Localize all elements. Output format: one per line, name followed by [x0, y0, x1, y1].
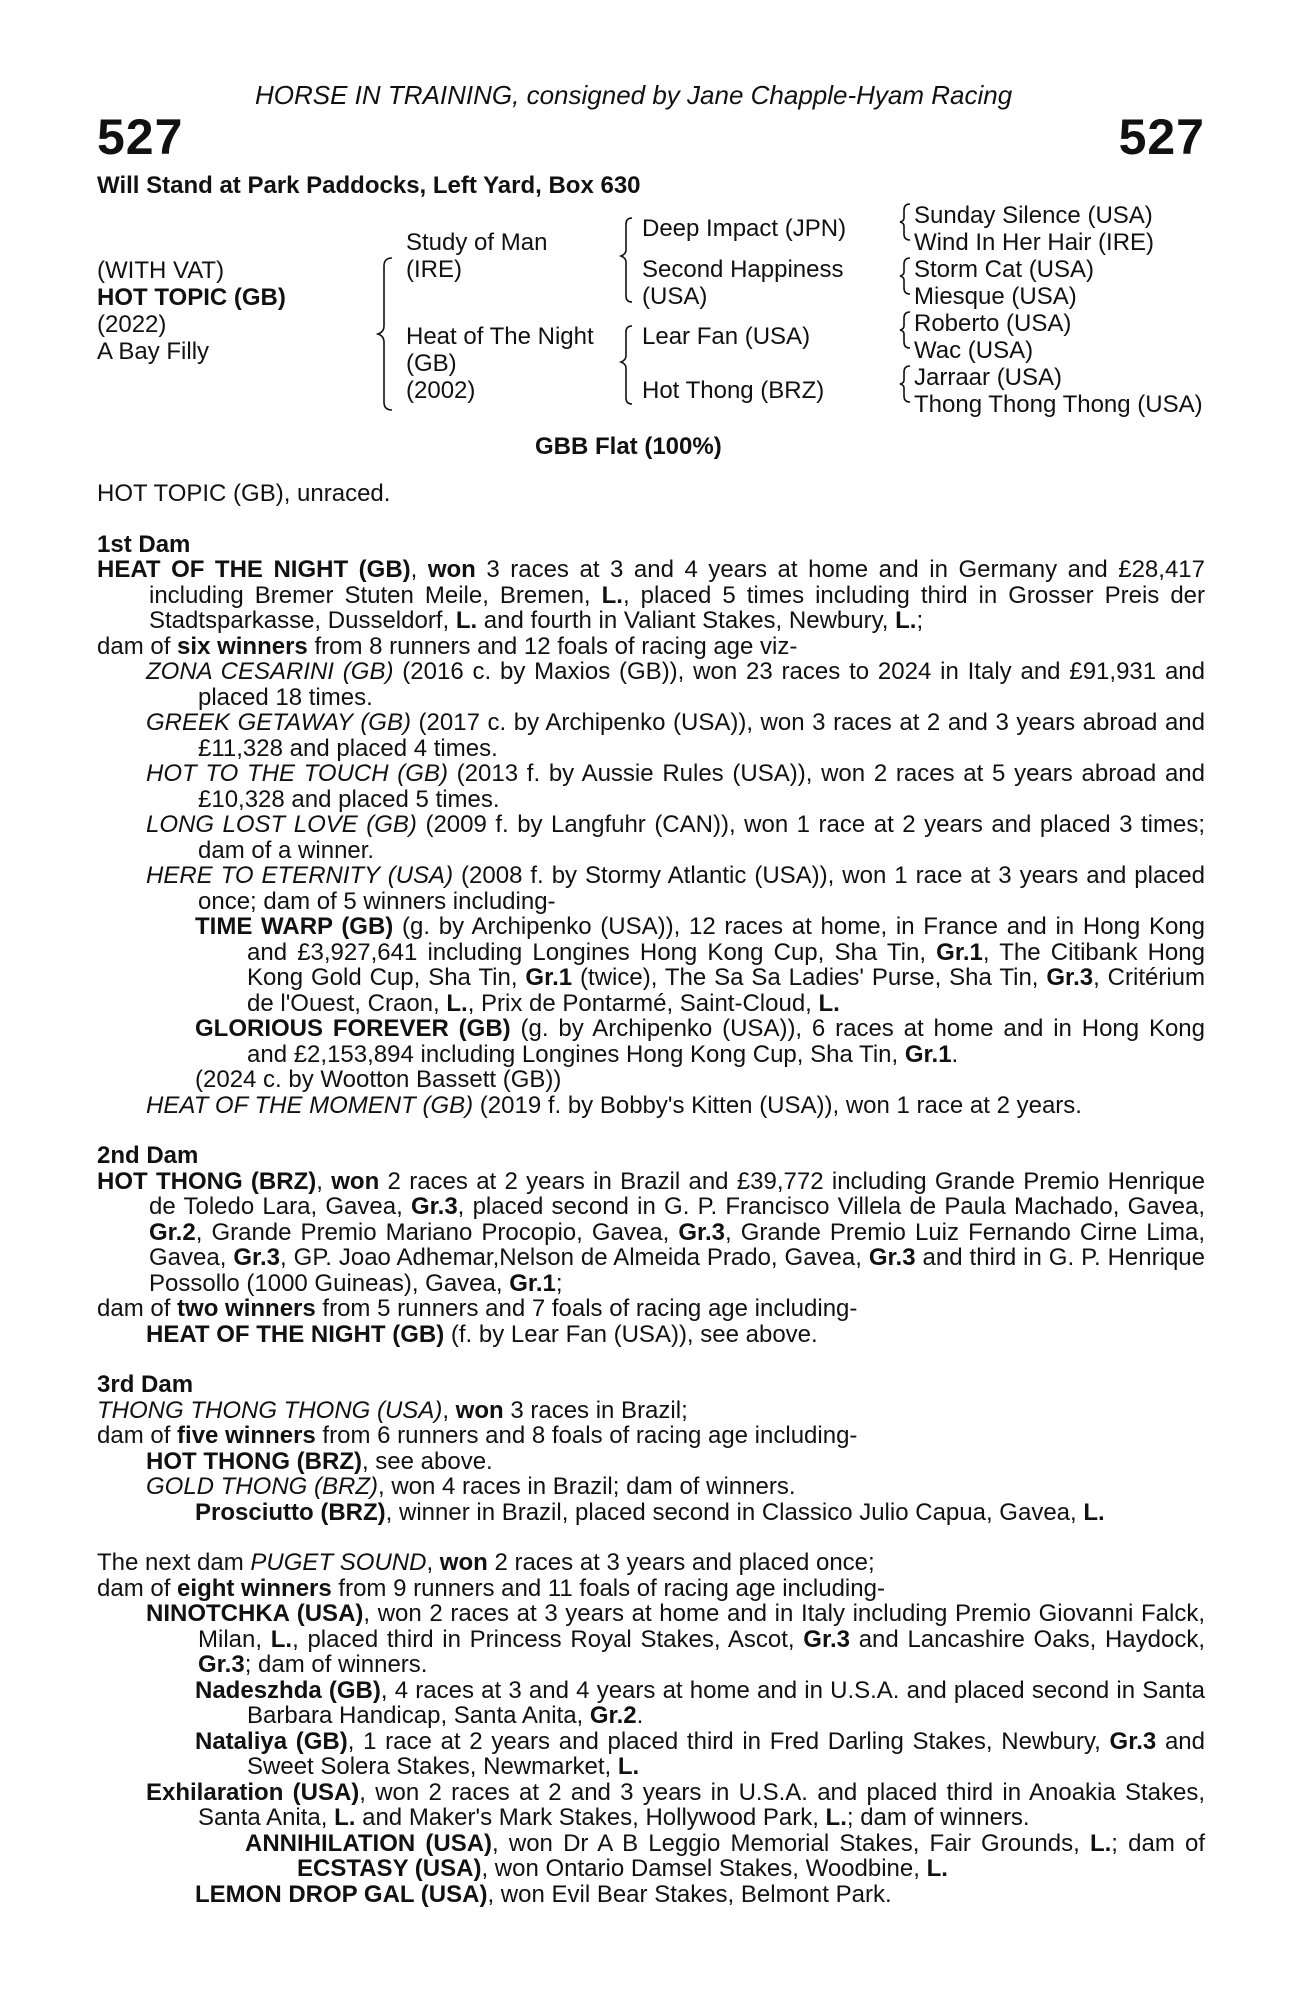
next-dam-produce-summary: dam of eight winners from 9 runners and 11 foals of racing age including- — [97, 1574, 885, 1602]
dam-dam: Hot Thong (BRZ) — [642, 377, 825, 404]
next-dam-record: The next dam PUGET SOUND, won 2 races at 3 years and placed once; — [97, 1549, 875, 1576]
dam3-grandproduce-prosciutto: Prosciutto (BRZ), winner in Brazil, placed second in Classico Julio Capua, Gavea, L. — [195, 1498, 1105, 1526]
ggp-sss: Sunday Silence (USA) — [914, 202, 1153, 229]
catalogue-header: HORSE IN TRAINING, consigned by Jane Chapple-Hyam Racing — [255, 80, 1013, 110]
brace-dam — [621, 326, 632, 404]
dam2-record: HOT THONG (BRZ), won 2 races at 2 years in Brazil and £39,772 including Grande Premio Henrique de Toledo Lara, Gavea, Gr.3, placed second in G. P. Francisco Villela de Paula Machado, Gavea, Gr.2, Grande Premio Mariano Procopio, Gavea, Gr.3, Grande Premio Luiz Fernando Cirne Lima, Gavea, Gr.3, GP. Joao Adhemar,Nelson de Almeida Prado, Gavea, Gr.3 and third in G. P. Henrique Possollo (1000 Guineas), Gavea, Gr.1; — [97, 1167, 1205, 1297]
ggp-dds: Jarraar (USA) — [914, 364, 1063, 391]
dam3-record: THONG THONG THONG (USA), won 3 races in Brazil; — [97, 1396, 688, 1424]
lot-number-right: 527 — [1118, 109, 1205, 165]
ggp-sds: Storm Cat (USA) — [914, 256, 1095, 283]
summary: HOT TOPIC (GB), unraced. — [97, 480, 391, 507]
dam1-produce-summary: dam of six winners from 8 runners and 12 foals of racing age viz- — [97, 632, 798, 660]
grandproduce-lemon-drop-gal: LEMON DROP GAL (USA), won Evil Bear Stakes, Belmont Park. — [195, 1880, 892, 1908]
gbb-rating: GBB Flat (100%) — [535, 433, 722, 460]
dam-year: (2002) — [406, 377, 476, 404]
horse-year: (2022) — [97, 311, 167, 338]
grandproduce-nadeszhda: Nadeszhda (GB), 4 races at 3 and 4 years at home and in U.S.A. and placed second in Santa Barbara Handicap, Santa Anita, Gr.2. — [195, 1676, 1205, 1729]
next-dam-produce-exhilaration: Exhilaration (USA), won 2 races at 2 and 3 years in U.S.A. and placed third in Anoakia Stakes, Santa Anita, L. and Maker's Mark Stakes, Hollywood Park, L.; dam of winners. — [146, 1778, 1205, 1831]
section-2nd-dam: 2nd Dam — [97, 1142, 199, 1169]
dam-sire: Lear Fan (USA) — [642, 323, 811, 350]
grandproduce-time-warp: TIME WARP (GB) (g. by Archipenko (USA)), 12 races at home, in France and in Hong Kong and £3,927,641 including Longines Hong Kong Cup, Sha Tin, Gr.1, The Citibank Hong Kong Gold Cup, Sha Tin, Gr.1 (twice), The Sa Sa Ladies' Purse, Sha Tin, Gr.3, Critérium de l'Ouest, Craon, L., Prix de Pontarmé, Saint-Cloud, L. — [195, 913, 1206, 1017]
produce-heat-of-the-moment: HEAT OF THE MOMENT (GB) (2019 f. by Bobby's Kitten (USA)), won 1 race at 2 years. — [146, 1091, 1082, 1119]
produce-greek-getaway: GREEK GETAWAY (GB) (2017 c. by Archipenko (USA)), won 3 races at 2 and 3 years abroad and £11,328 and placed 4 times. — [146, 709, 1205, 762]
stand-location: Will Stand at Park Paddocks, Left Yard, Box 630 — [97, 172, 641, 199]
sire-name-line1: Study of Man — [406, 229, 548, 256]
catalogue-body — [97, 481, 1205, 1907]
brace-sd — [900, 258, 910, 294]
horse-name: HOT TOPIC (GB) — [97, 284, 286, 311]
brace-dd — [900, 366, 910, 402]
sire-dam-line2: (USA) — [642, 283, 708, 310]
ggp-dss: Roberto (USA) — [914, 310, 1072, 337]
ggp-ddd: Thong Thong Thong (USA) — [914, 391, 1203, 418]
horse-description: A Bay Filly — [97, 338, 210, 365]
vat-note: (WITH VAT) — [97, 257, 225, 284]
produce-here-to-eternity: HERE TO ETERNITY (USA) (2008 f. by Stormy Atlantic (USA)), won 1 race at 3 years and placed once; dam of 5 winners including- — [146, 862, 1205, 915]
brace-ss — [900, 204, 910, 240]
dam2-produce-summary: dam of two winners from 5 runners and 7 foals of racing age including- — [97, 1295, 858, 1322]
produce-zona-cesarini: ZONA CESARINI (GB) (2016 c. by Maxios (GB)), won 23 races to 2024 in Italy and £91,931 and placed 18 times. — [146, 658, 1205, 711]
section-3rd-dam: 3rd Dam — [97, 1371, 194, 1398]
ggp-sdd: Miesque (USA) — [914, 283, 1077, 310]
ggp-dsd: Wac (USA) — [914, 337, 1034, 364]
grandproduce-annihilation: ANNIHILATION (USA), won Dr A B Leggio Memorial Stakes, Fair Grounds, L.; dam of ECSTASY (USA), won Ontario Damsel Stakes, Woodbine, L. — [245, 1829, 1205, 1882]
produce-long-lost-love: LONG LOST LOVE (GB) (2009 f. by Langfuhr (CAN)), won 1 race at 2 years and placed 3 times; dam of a winner. — [146, 811, 1205, 864]
grandproduce-nataliya: Nataliya (GB), 1 race at 2 years and placed third in Fred Darling Stakes, Newbury, Gr.3 and Sweet Solera Stakes, Newmarket, L. — [195, 1727, 1205, 1780]
brace-ds — [900, 312, 910, 348]
dam3-produce-hot-thong: HOT THONG (BRZ), see above. — [146, 1447, 493, 1475]
brace-level1 — [378, 258, 392, 410]
lot-number-left: 527 — [97, 109, 184, 165]
dam-name-line1: Heat of The Night — [406, 323, 594, 350]
dam3-produce-gold-thong: GOLD THONG (BRZ), won 4 races in Brazil; dam of winners. — [146, 1473, 796, 1500]
ggp-ssd: Wind In Her Hair (IRE) — [914, 229, 1155, 256]
grandproduce-glorious-forever: GLORIOUS FOREVER (GB) (g. by Archipenko (USA)), 6 races at home and in Hong Kong and £2,153,894 including Longines Hong Kong Cup, Sha Tin, Gr.1. — [195, 1015, 1205, 1068]
brace-sire — [621, 218, 632, 302]
dam1-record: HEAT OF THE NIGHT (GB), won 3 races at 3 and 4 years at home and in Germany and £28,417 including Bremer Stuten Meile, Bremen, L., placed 5 times including third in Grosser Preis der Stadtsparkasse, Dusseldorf, L. and fourth in Valiant Stakes, Newbury, L.; — [97, 556, 1206, 634]
section-1st-dam: 1st Dam — [97, 530, 191, 558]
dam-name-line2: (GB) — [406, 350, 457, 377]
dam2-produce-heat-of-the-night: HEAT OF THE NIGHT (GB) (f. by Lear Fan (USA)), see above. — [146, 1320, 818, 1348]
sire-name-line2: (IRE) — [406, 256, 462, 283]
sire-dam-line1: Second Happiness — [642, 256, 844, 283]
grandproduce-2024-colt: (2024 c. by Wootton Bassett (GB)) — [195, 1066, 562, 1093]
next-dam-produce-ninotchka: NINOTCHKA (USA), won 2 races at 3 years at home and in Italy including Premio Giovanni Falck, Milan, L., placed third in Princess Royal Stakes, Ascot, Gr.3 and Lancashire Oaks, Haydock, Gr.3; dam of winners. — [146, 1600, 1205, 1678]
sire-sire: Deep Impact (JPN) — [642, 215, 847, 242]
produce-hot-to-the-touch: HOT TO THE TOUCH (GB) (2013 f. by Aussie Rules (USA)), won 2 races at 5 years abroad and £10,328 and placed 5 times. — [146, 760, 1205, 813]
dam3-produce-summary: dam of five winners from 6 runners and 8 foals of racing age including- — [97, 1422, 858, 1449]
